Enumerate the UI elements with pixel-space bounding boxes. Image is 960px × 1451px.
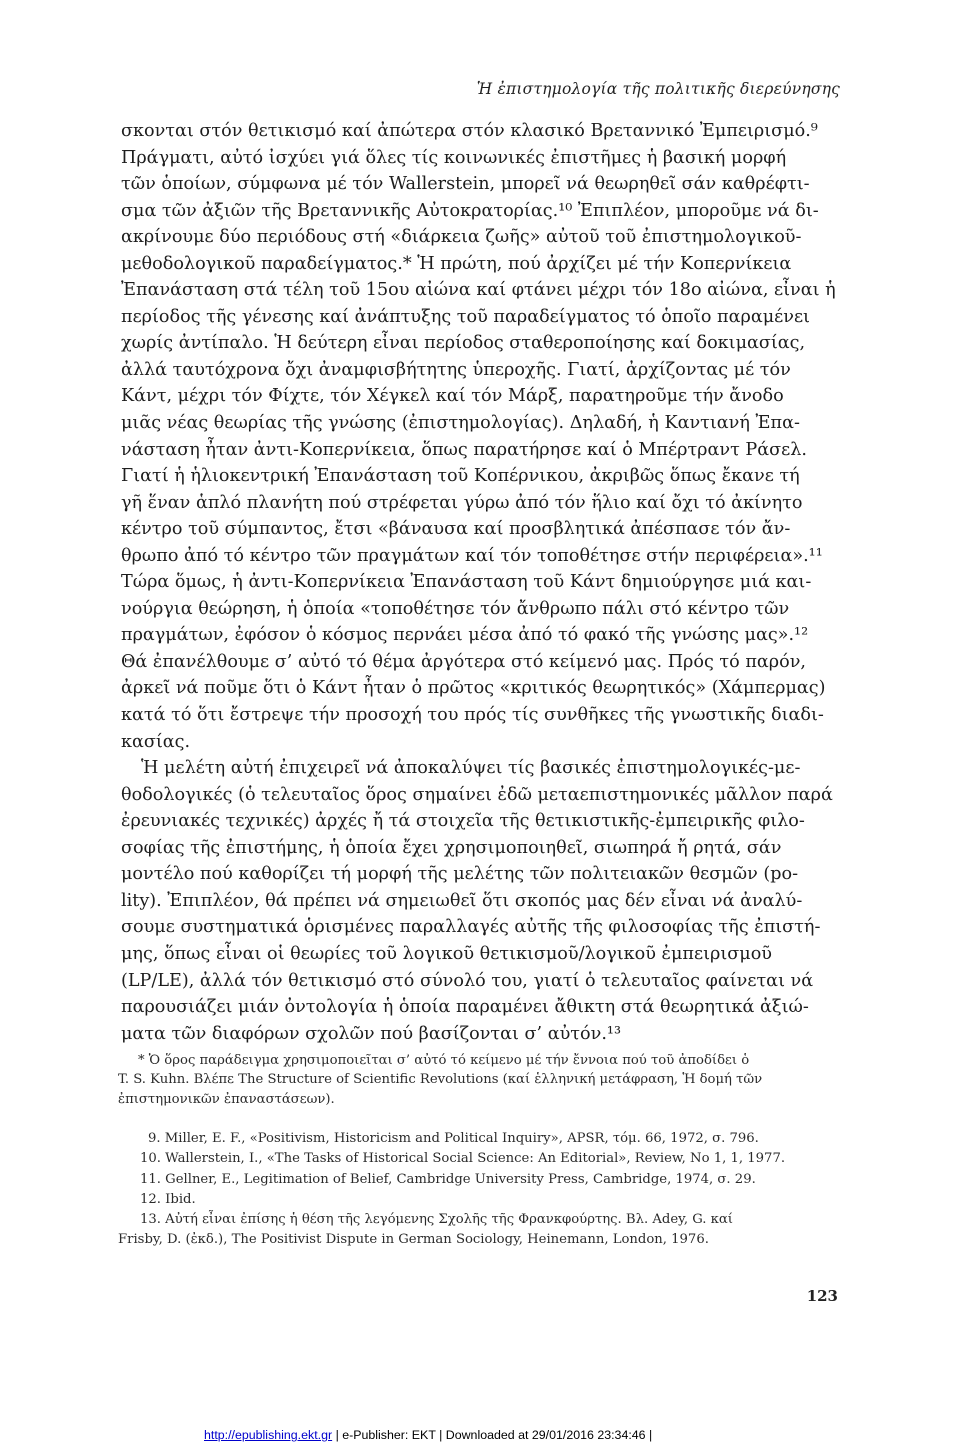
body-line: ἐρευνιακές τεχνικές) ἀρχές ἤ τά στοιχεῖα τῆς θετικιστικῆς-ἐμπειρικῆς φιλο- xyxy=(121,811,805,832)
body-line: κατά τό ὅτι ἔστρεψε τήν προσοχή του πρός τίς συνθῆκες τῆς γνωστικῆς διαδι- xyxy=(121,705,824,726)
body-line: ἀρκεῖ νά ποῦμε ὅτι ὁ Κάντ ἦταν ὁ πρῶτος «κριτικός θεωρητικός» (Χάμπερμας) xyxy=(121,678,826,699)
footnote-star xyxy=(118,1051,842,1109)
body-line: περίοδος τῆς γένεσης καί ἀνάπτυξης τοῦ παραδείγματος τό ὁποῖο παραμένει xyxy=(121,306,810,327)
body-line: νούργια θεώρηση, ἡ ὁποία «τοποθέτησε τόν ἄνθρωπο πάλι στό κέντρο τῶν xyxy=(121,598,790,619)
body-line: χωρίς ἀντίπαλο. Ἡ δεύτερη εἶναι περίοδος σταθεροποίησης καί δοκιμασίας, xyxy=(121,333,806,354)
footnote-line: T. S. Kuhn. Βλέπε The Structure of Scientific Revolutions (καί ἑλληνική μετάφραση, Ἡ δομή τῶν xyxy=(118,1072,763,1088)
body-line: ματα τῶν διαφόρων σχολῶν πού βασίζονται σ’ αὐτόν.¹³ xyxy=(121,1023,622,1044)
reference-item: 13. Αὐτή εἶναι ἐπίσης ἡ θέση τῆς λεγόμενης Σχολῆς τῆς Φρανκφούρτης. Βλ. Adey, G. καί xyxy=(140,1211,733,1227)
body-line: παρουσιάζει μιάν ὀντολογία ἡ ὁποία παραμένει ἄθικτη στά θεωρητικά ἀξιώ- xyxy=(121,997,809,1018)
reference-item: 12. Ibid. xyxy=(140,1191,196,1207)
body-line: θοδολογικές (ὁ τελευταῖος ὅρος σημαίνει ἐδῶ μεταεπιστημονικές μᾶλλον παρά xyxy=(121,784,833,805)
body-line: σοφίας τῆς ἐπιστήμης, ἡ ὁποία ἔχει χρησιμοποιηθεῖ, σιωπηρά ἤ ρητά, σάν xyxy=(121,837,782,858)
body-line: κασίας. xyxy=(121,731,191,752)
body-line: μιᾶς νέας θεωρίας τῆς γνώσης (ἐπιστημολογίας). Δηλαδή, ἡ Καντιανή Ἐπα- xyxy=(121,413,800,434)
epublishing-link[interactable]: http://epublishing.ekt.gr xyxy=(204,1428,333,1442)
body-line: μεθοδολογικοῦ παραδείγματος.* Ἡ πρώτη, πού ἀρχίζει μέ τήν Κοπερνίκεια xyxy=(121,253,792,274)
body-line: (LP/LE), ἀλλά τόν θετικισμό στό σύνολό του, γιατί ὁ τελευταῖος φαίνεται νά xyxy=(121,970,814,991)
body-line: Κάντ, μέχρι τόν Φίχτε, τόν Χέγκελ καί τόν Μάρξ, παρατηροῦμε τήν ἄνοδο xyxy=(121,386,784,407)
footnote-line: ἐπιστημονικῶν ἐπαναστάσεων). xyxy=(118,1091,335,1107)
footnotes xyxy=(118,1051,842,1250)
reference-item: 11. Gellner, E., Legitimation of Belief, Cambridge University Press, Cambridge, 1974, σ. 29. xyxy=(140,1171,756,1187)
body-line: τῶν ὁποίων, σύμφωνα μέ τόν Wallerstein, μπορεῖ νά θεωρηθεῖ σάν καθρέφτι- xyxy=(121,174,810,195)
body-line: ακρίνουμε δύο περιόδους στή «διάρκεια ζωῆς» αὐτοῦ τοῦ ἐπιστημολογικοῦ- xyxy=(121,227,802,248)
body-line: θρωπο ἀπό τό κέντρο τῶν πραγμάτων καί τόν τοποθέτησε στήν περιφέρεια».¹¹ xyxy=(121,545,823,566)
body-line: μης, ὅπως εἶναι οἱ θεωρίες τοῦ λογικοῦ θετικισμοῦ/λογικοῦ ἐμπειρισμοῦ xyxy=(121,943,772,964)
body-line: ἀλλά ταυτόχρονα ὄχι ἀναμφισβήτητης ὑπεροχῆς. Γιατί, ἀρχίζοντας μέ τόν xyxy=(121,359,791,380)
body-line: μοντέλο πού καθορίζει τή μορφή τῆς μελέτης τῶν πολιτειακῶν θεσμῶν (po- xyxy=(121,864,799,885)
footnote-line: * Ὁ ὅρος παράδειγμα χρησιμοποιεῖται σ’ αὐτό τό κείμενο μέ τήν ἔννοια πού τοῦ ἀποδίδει ὁ xyxy=(138,1053,750,1068)
reference-item: Frisby, D. (ἐκδ.), The Positivist Dispute in German Sociology, Heinemann, London, 1976. xyxy=(118,1232,709,1248)
body-line: Θά ἐπανέλθουμε σ’ αὐτό τό θέμα ἀργότερα στό κείμενό μας. Πρός τό παρόν, xyxy=(121,651,807,672)
body-line: Γιατί ἡ ἡλιοκεντρική Ἐπανάσταση τοῦ Κοπέρνικου, ἀκριβῶς ὅπως ἔκανε τή xyxy=(121,466,800,487)
body-line: Ἡ μελέτη αὐτή ἐπιχειρεῖ νά ἀποκαλύψει τίς βασικές ἐπιστημολογικές-με- xyxy=(141,758,801,779)
body-line: σμα τῶν ἀξιῶν τῆς Βρεταννικῆς Αὐτοκρατορίας.¹⁰ Ἐπιπλέον, μποροῦμε νά δι- xyxy=(121,200,819,221)
footer-text: | e-Publisher: EKT | Downloaded at 29/01/2016 23:34:46 | xyxy=(332,1428,653,1442)
body-line: νάσταση ἦταν ἀντι-Κοπερνίκεια, ὅπως παρατήρησε καί ὁ Μπέρτραντ Ράσελ. xyxy=(121,439,808,460)
download-footer xyxy=(204,1428,960,1442)
body-line: γῆ ἕναν ἁπλό πλανήτη πού στρέφεται γύρω ἀπό τόν ἥλιο καί ὄχι τό ἀκίνητο xyxy=(121,492,803,513)
reference-item: 9. Miller, E. F., «Positivism, Historicism and Political Inquiry», APSR, τόμ. 66, 1972, σ. 796. xyxy=(148,1131,759,1147)
body-line: Τώρα ὅμως, ἡ ἀντι-Κοπερνίκεια Ἐπανάσταση τοῦ Κάντ δημιούργησε μιά και- xyxy=(121,572,812,593)
reference-list xyxy=(118,1129,842,1250)
reference-item: 10. Wallerstein, I., «The Tasks of Historical Social Science: An Editorial», Review, No 1, 1, 1977. xyxy=(140,1151,786,1167)
page-number: 123 xyxy=(806,1287,838,1305)
body-line: κέντρο τοῦ σύμπαντος, ἔτσι «βάναυσα καί προσβλητικά ἀπέσπασε τόν ἄν- xyxy=(121,519,791,540)
body-line: Ἐπανάσταση στά τέλη τοῦ 15ου αἰώνα καί φτάνει μέχρι τόν 18ο αἰώνα, εἶναι ἡ xyxy=(121,280,836,301)
body-line: lity). Ἐπιπλέον, θά πρέπει νά σημειωθεῖ ὅτι σκοπός μας δέν εἶναι νά ἀναλύ- xyxy=(121,890,803,911)
running-title: Ἡ ἐπιστημολογία τῆς πολιτικῆς διερεύνησης xyxy=(476,80,840,98)
body-line: σουμε συστηματικά ὁρισμένες παραλλαγές αὐτῆς τῆς φιλοσοφίας τῆς ἐπιστή- xyxy=(121,917,821,938)
body-line: σκονται στόν θετικισμό καί ἀπώτερα στόν κλασικό Βρεταννικό Ἐμπειρισμό.⁹ xyxy=(121,121,818,141)
body-line: Πράγματι, αὐτό ἰσχύει γιά ὅλες τίς κοινωνικές ἐπιστῆμες ἡ βασική μορφή xyxy=(121,147,787,168)
body-text xyxy=(121,118,841,1047)
body-line: πραγμάτων, ἐφόσον ὁ κόσμος περνάει μέσα ἀπό τό φακό τῆς γνώσης μας».¹² xyxy=(121,625,809,646)
